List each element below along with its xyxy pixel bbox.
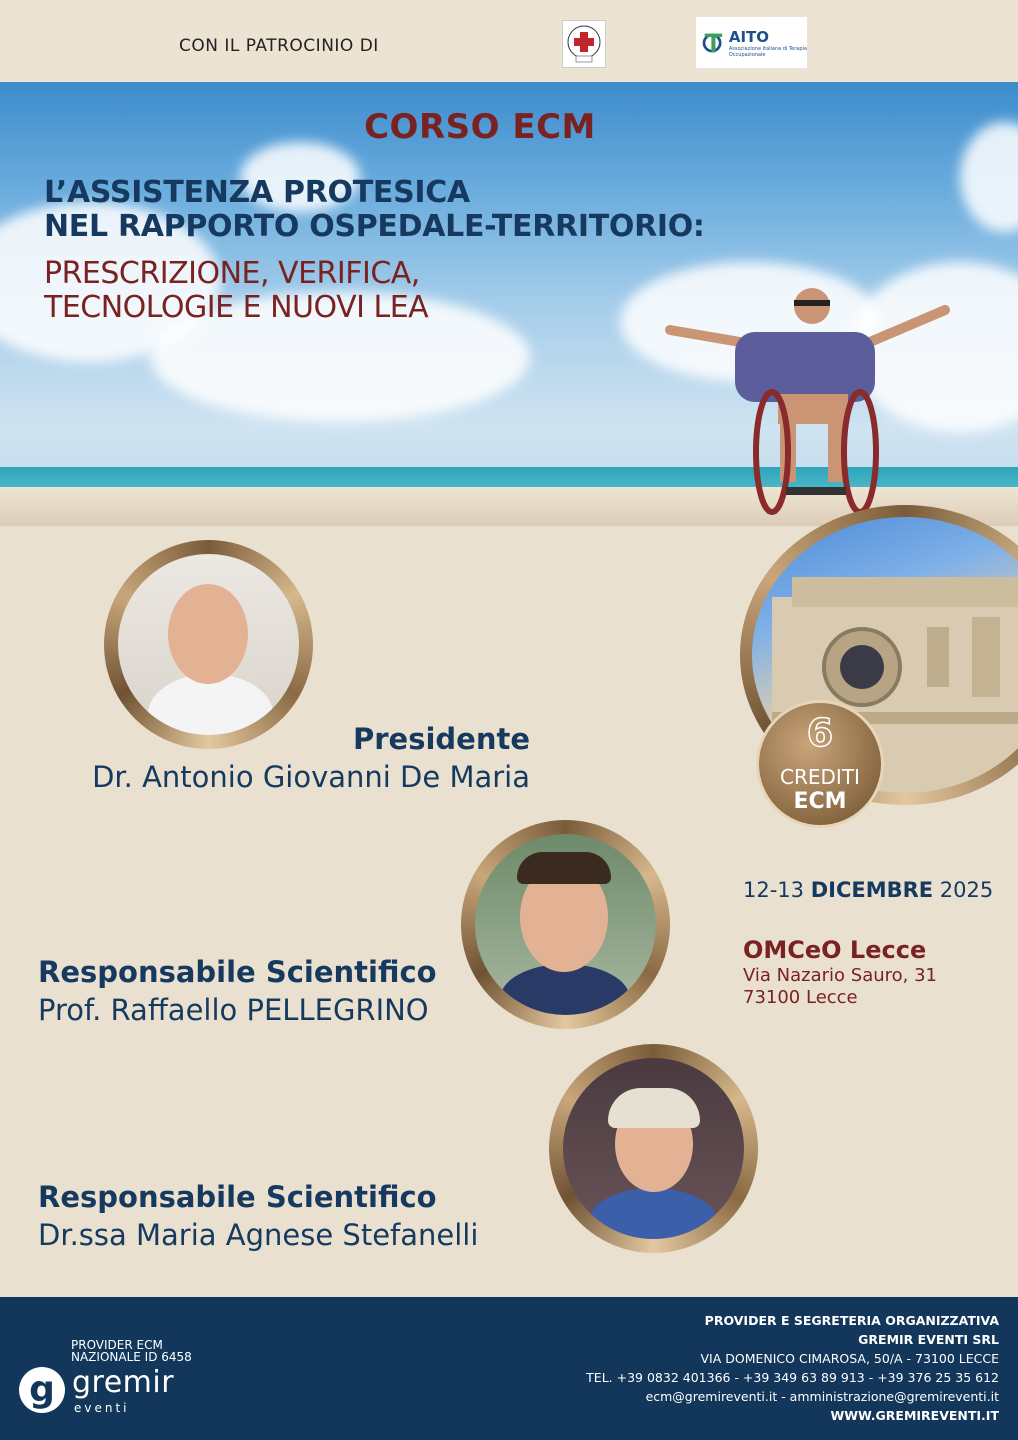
cloud-shape	[960, 122, 1018, 232]
venue-name: OMCeO Lecce	[743, 936, 927, 964]
date-year: 2025	[933, 878, 994, 902]
organizer-website-link[interactable]: WWW.GREMIREVENTI.IT	[830, 1408, 999, 1423]
organizer-emails[interactable]: ecm@gremireventi.it - amministrazione@gremireventi.it	[645, 1389, 999, 1404]
title-line: L’ASSISTENZA PROTESICA	[44, 175, 470, 210]
provider-line: PROVIDER ECM	[71, 1338, 163, 1352]
photo-placeholder	[475, 834, 656, 1015]
address-line: Via Nazario Sauro, 31	[743, 965, 938, 986]
lecce-seal-icon	[565, 24, 603, 64]
scientific-lead-1-photo	[461, 820, 670, 1029]
hero-banner	[0, 82, 1018, 526]
photo-placeholder	[563, 1058, 744, 1239]
president-role: Presidente	[352, 722, 530, 756]
provider-line: NAZIONALE ID 6458	[71, 1350, 192, 1364]
scientific-lead-2-name: Dr.ssa Maria Agnese Stefanelli	[38, 1218, 479, 1252]
scientific-lead-1-role: Responsabile Scientifico	[38, 955, 437, 989]
subtitle-line: TECNOLOGIE E NUOVI LEA	[44, 290, 429, 325]
course-subtitle	[44, 257, 428, 325]
wheelchair-man-illustration	[660, 282, 960, 522]
title-line: NEL RAPPORTO OSPEDALE-TERRITORIO:	[44, 209, 705, 244]
lecce-order-logo	[562, 20, 606, 68]
president-photo	[104, 540, 313, 749]
course-type-title: CORSO ECM	[364, 107, 596, 147]
scientific-lead-1-name: Prof. Raffaello PELLEGRINO	[38, 993, 429, 1027]
gremir-wordmark: gremir	[72, 1365, 175, 1400]
event-date	[743, 878, 993, 902]
credits-label: CREDITI	[780, 765, 860, 789]
patronage-label: CON IL PATROCINIO DI	[179, 36, 379, 56]
credits-ecm-label: ECM	[793, 789, 847, 814]
president-name: Dr. Antonio Giovanni De Maria	[92, 760, 530, 794]
organizer-heading: PROVIDER E SEGRETERIA ORGANIZZATIVA	[704, 1313, 999, 1328]
face-shape	[168, 584, 248, 684]
provider-id-label	[71, 1339, 192, 1363]
gremir-logo-icon: g	[19, 1367, 65, 1413]
patronage-bar	[0, 0, 1018, 82]
dress-shape	[588, 1188, 718, 1239]
course-main-title	[44, 176, 705, 244]
ecm-credits-badge	[756, 700, 884, 828]
venue-address	[743, 965, 937, 1009]
scientific-lead-2-role: Responsabile Scientifico	[38, 1180, 437, 1214]
aito-subtitle: Associazione Italiana di Terapia Occupazionale	[728, 45, 807, 58]
date-days: 12-13	[743, 878, 811, 902]
organizer-contact-block	[586, 1311, 999, 1425]
gremir-subtitle: eventi	[74, 1401, 130, 1415]
organizer-address: VIA DOMENICO CIMAROSA, 50/A - 73100 LECCE	[700, 1351, 999, 1366]
hair-shape	[608, 1088, 700, 1128]
credits-number: 6	[806, 711, 834, 755]
subtitle-line: PRESCRIZIONE, VERIFICA,	[44, 256, 420, 291]
footer	[0, 1297, 1018, 1440]
scientific-lead-2-photo	[549, 1044, 758, 1253]
date-month: DICEMBRE	[810, 878, 934, 902]
address-line: 73100 Lecce	[743, 987, 858, 1008]
aito-wordmark: AITO	[728, 27, 770, 46]
photo-placeholder	[118, 554, 299, 735]
organizer-company: GREMIR EVENTI SRL	[858, 1332, 999, 1347]
aito-logo	[696, 17, 807, 68]
aito-mark-icon	[702, 25, 725, 61]
hair-shape	[517, 852, 611, 884]
organizer-phones: TEL. +39 0832 401366 - +39 349 63 89 913 - +39 376 25 35 612	[586, 1370, 999, 1385]
